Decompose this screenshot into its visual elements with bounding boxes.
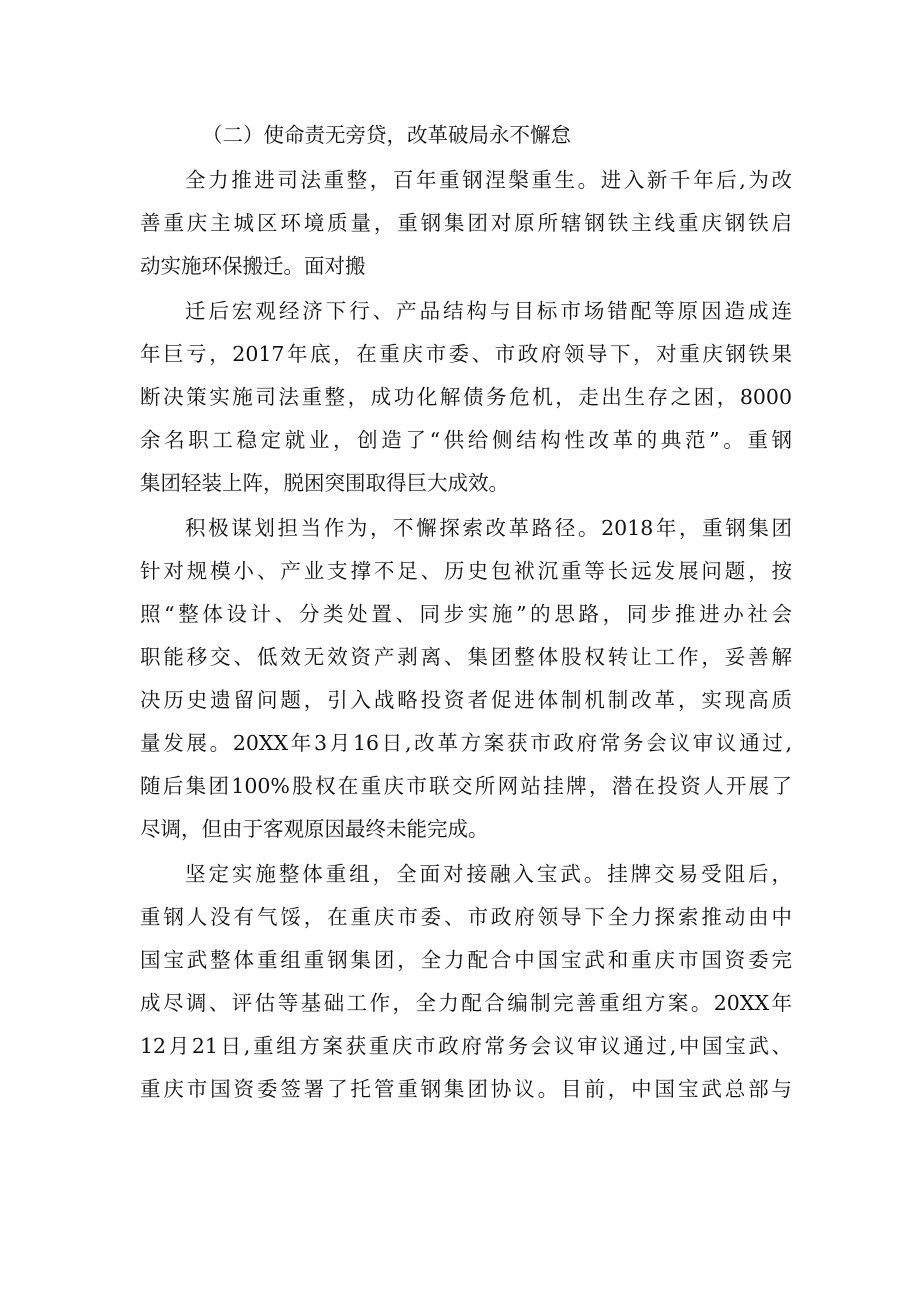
paragraph-1-line-3: 动实施环保搬迁。面对搬 xyxy=(140,254,366,278)
paragraph-3-line-3: 照“整体设计、分类处置、同步实施”的思路，同步推进办社会 xyxy=(140,602,792,626)
paragraph-4-line-6: 重庆市国资委签署了托管重钢集团协议。目前，中国宝武总部与 xyxy=(140,1077,792,1101)
paragraph-4-line-3: 国宝武整体重组重钢集团，全力配合中国宝武和重庆市国资委完 xyxy=(140,948,792,972)
paragraph-3-line-6: 量发展。20XX年3月16日,改革方案获市政府常务会议审议通过, xyxy=(140,731,792,755)
paragraph-2-line-4: 余名职工稳定就业，创造了“供给侧结构性改革的典范”。重钢 xyxy=(140,428,792,452)
paragraph-2-line-2: 年巨亏，2017年底，在重庆市委、市政府领导下，对重庆钢铁果 xyxy=(140,342,792,366)
paragraph-3-line-5: 决历史遗留问题，引入战略投资者促进体制机制改革，实现高质 xyxy=(140,688,792,712)
paragraph-4-line-1: 坚定实施整体重组，全面对接融入宝武。挂牌交易受阻后， xyxy=(185,862,792,886)
paragraph-1-line-2: 善重庆主城区环境质量，重钢集团对原所辖钢铁主线重庆钢铁启 xyxy=(140,211,792,235)
section-heading: （二）使命责无旁贷，改革破局永不懈怠 xyxy=(202,123,571,147)
paragraph-2-line-3: 断决策实施司法重整，成功化解债务危机，走出生存之困，8000 xyxy=(140,385,792,409)
paragraph-4-line-4: 成尽调、评估等基础工作，全力配合编制完善重组方案。20XX年 xyxy=(140,991,792,1015)
paragraph-2-line-5: 集团轻装上阵，脱困突围取得巨大成效。 xyxy=(140,471,509,495)
paragraph-3-line-2: 针对规模小、产业支撑不足、历史包袱沉重等长远发展问题，按 xyxy=(140,559,792,583)
paragraph-2-line-1: 迁后宏观经济下行、产品结构与目标市场错配等原因造成连 xyxy=(185,299,792,323)
paragraph-3-line-4: 职能移交、低效无效资产剥离、集团整体股权转让工作，妥善解 xyxy=(140,645,792,669)
paragraph-4-line-2: 重钢人没有气馁，在重庆市委、市政府领导下全力探索推动由中 xyxy=(140,905,792,929)
paragraph-3-line-8: 尽调，但由于客观原因最终未能完成。 xyxy=(140,817,489,841)
document-page xyxy=(140,0,792,1301)
paragraph-4-line-5: 12月21日,重组方案获重庆市政府常务会议审议通过,中国宝武、 xyxy=(140,1034,792,1058)
paragraph-3-line-1: 积极谋划担当作为，不懈探索改革路径。2018年，重钢集团 xyxy=(185,516,792,540)
paragraph-3-line-7: 随后集团100%股权在重庆市联交所网站挂牌，潜在投资人开展了 xyxy=(140,774,792,798)
paragraph-1-line-1: 全力推进司法重整，百年重钢涅槃重生。进入新千年后,为改 xyxy=(185,168,792,192)
